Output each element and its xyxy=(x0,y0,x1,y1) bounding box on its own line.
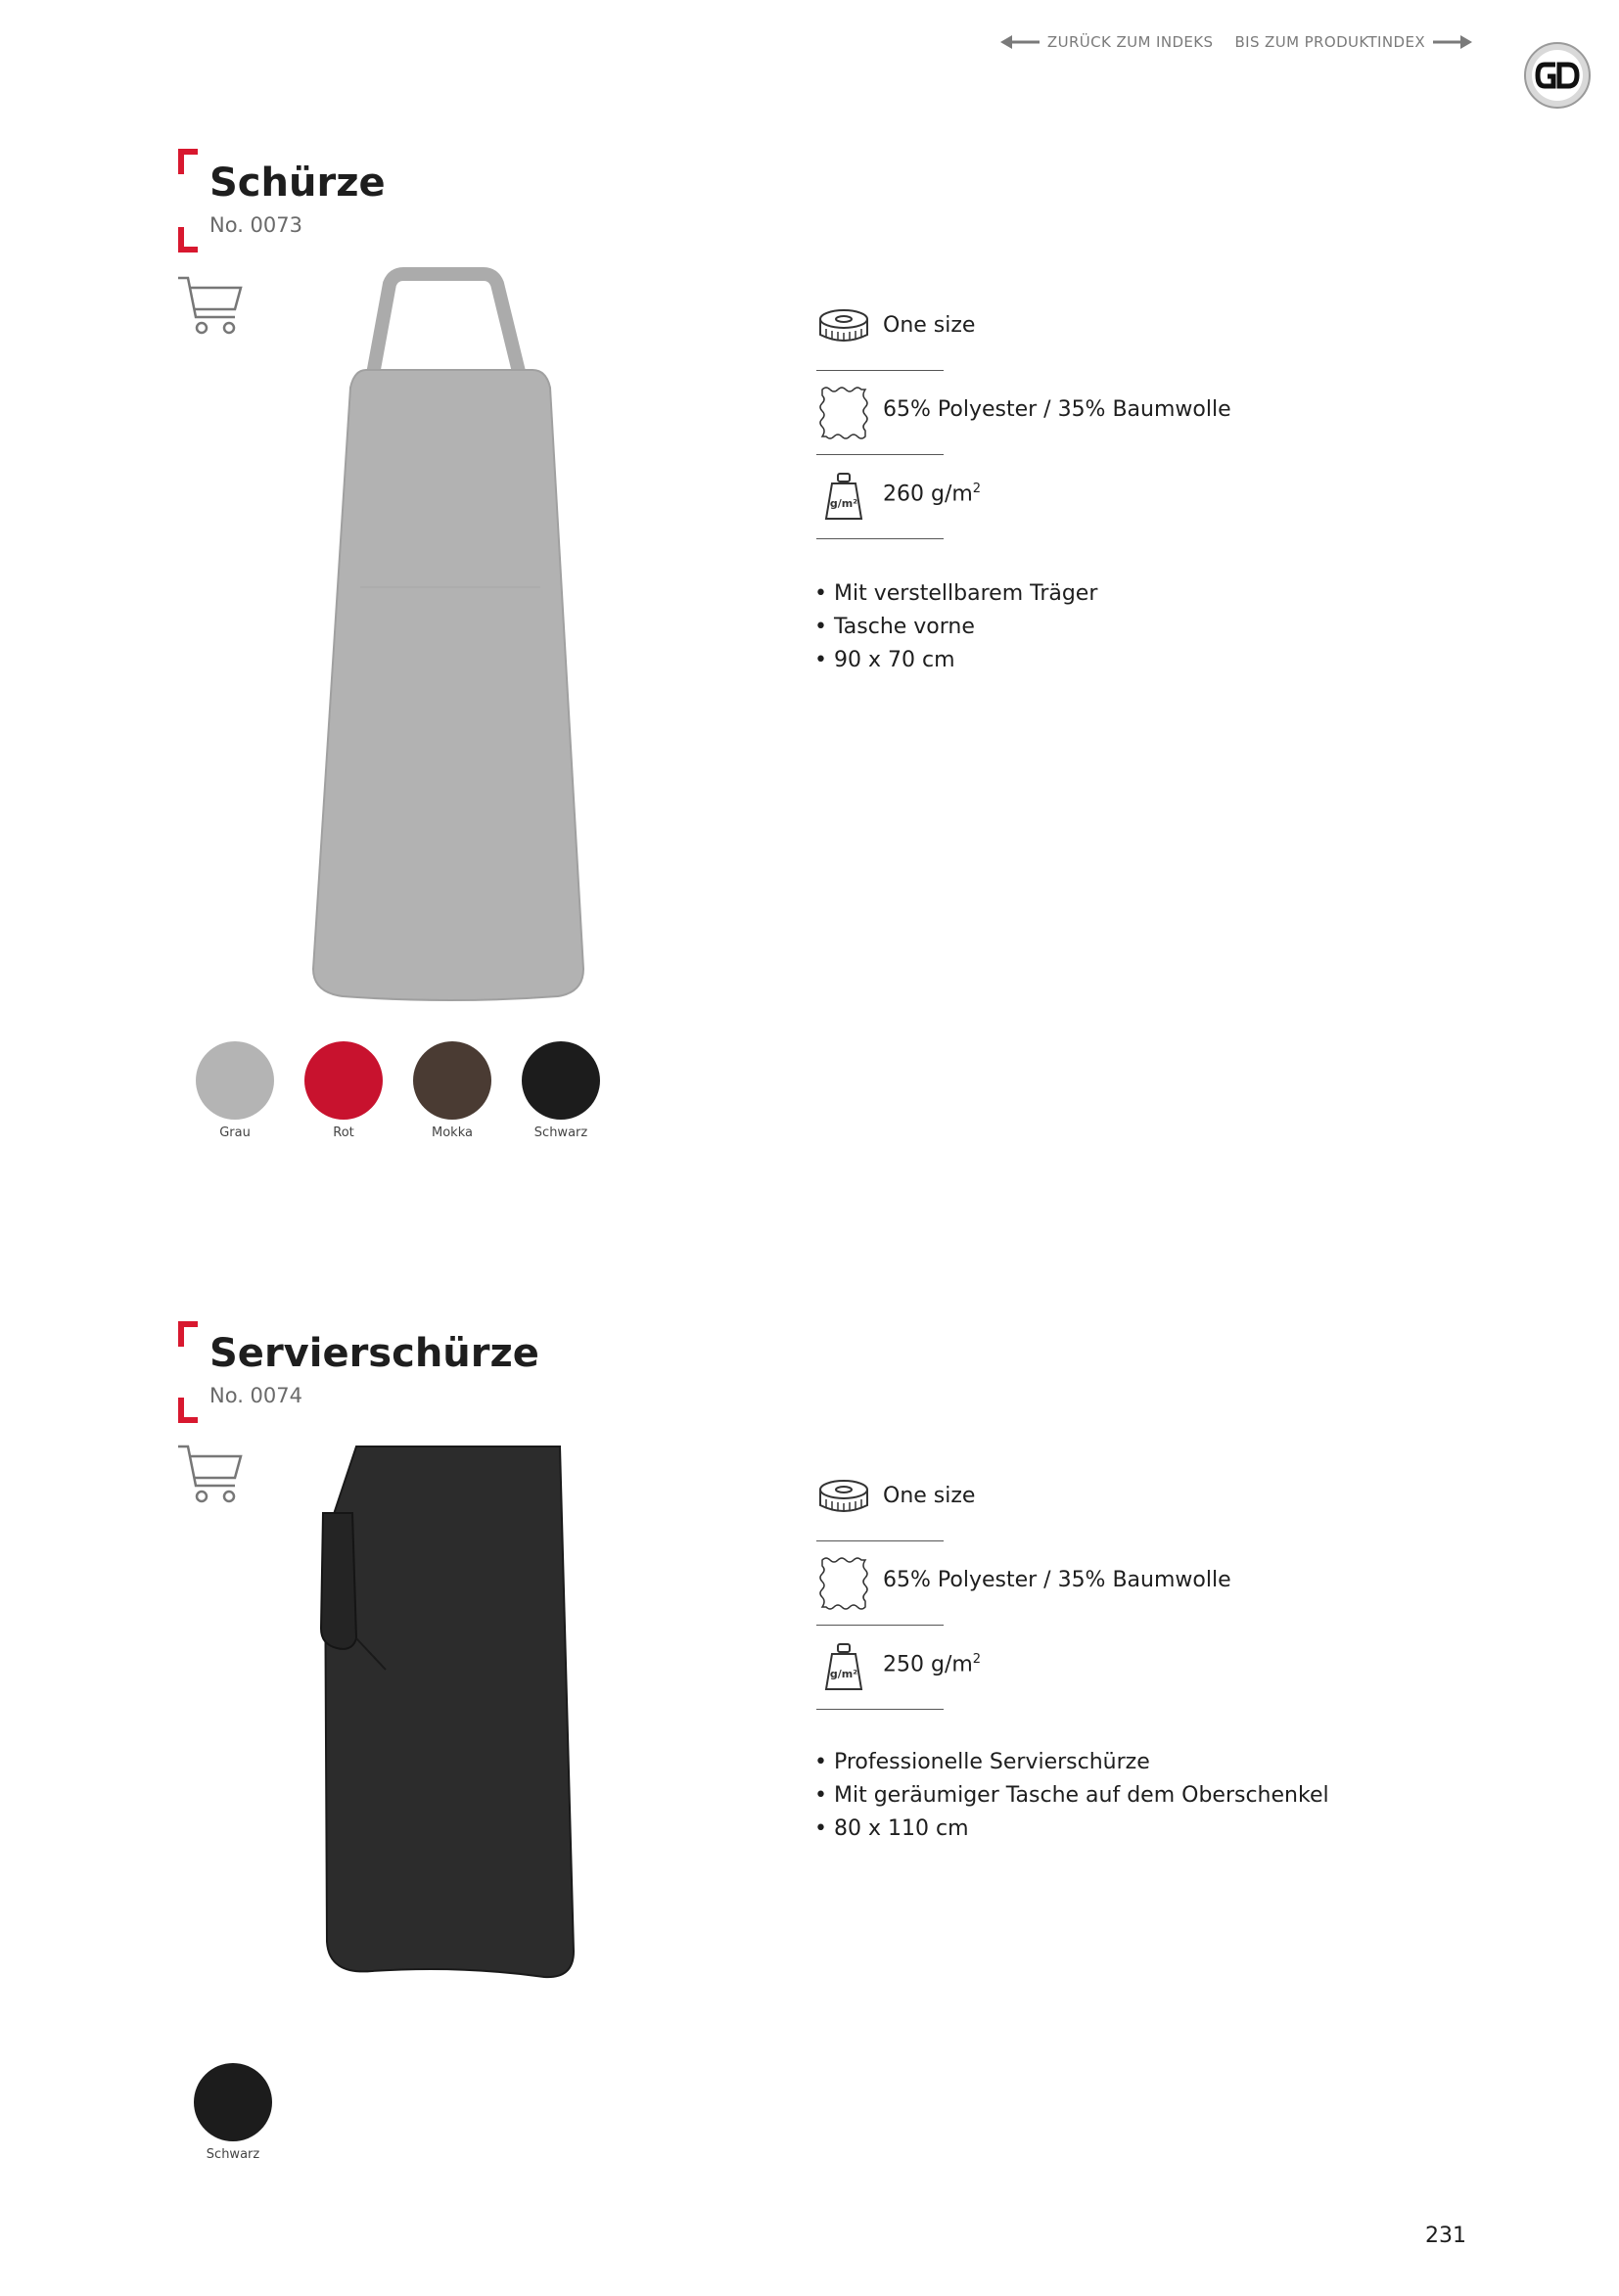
color-label: Rot xyxy=(333,1125,354,1140)
tape-measure-icon xyxy=(816,301,871,356)
feature-list xyxy=(814,577,1097,677)
spec-weight-value: 260 g/m xyxy=(883,482,973,507)
weight-icon-label: g/m² xyxy=(829,497,858,510)
divider xyxy=(816,454,944,455)
spec-material-text: 65% Polyester / 35% Baumwolle xyxy=(883,397,1231,422)
product-title: Servierschürze xyxy=(209,1331,539,1376)
shopping-cart-icon[interactable] xyxy=(176,1443,245,1507)
waist-apron-image xyxy=(313,1443,587,1991)
spec-size-text: One size xyxy=(883,1484,976,1508)
weight-icon xyxy=(816,470,871,525)
spec-size xyxy=(816,301,1325,356)
color-dot xyxy=(304,1041,383,1120)
color-label: Grau xyxy=(219,1125,251,1140)
color-swatch-grau[interactable] xyxy=(196,1041,274,1140)
feature-item: • 90 x 70 cm xyxy=(814,644,1097,677)
title-bracket-top xyxy=(178,149,198,174)
feature-item: • Mit verstellbarem Träger xyxy=(814,577,1097,611)
back-to-index-label: ZURÜCK ZUM INDEKS xyxy=(1046,33,1214,51)
divider xyxy=(816,538,944,539)
shopping-cart-icon[interactable] xyxy=(176,274,245,339)
feature-item: • Professionelle Servierschürze xyxy=(814,1746,1329,1779)
product-schuerze xyxy=(0,0,1619,1140)
feature-item: • 80 x 110 cm xyxy=(814,1813,1329,1846)
title-bracket-bottom xyxy=(178,1398,198,1423)
page-number: 231 xyxy=(1425,2224,1466,2248)
product-title: Schürze xyxy=(209,161,386,206)
divider xyxy=(816,1625,944,1626)
product-number: No. 0074 xyxy=(209,1384,302,1407)
spec-weight-exponent: 2 xyxy=(972,482,982,496)
spec-weight xyxy=(816,470,1325,525)
divider xyxy=(816,370,944,371)
spec-material xyxy=(816,1556,1325,1611)
color-swatch-mokka[interactable] xyxy=(413,1041,491,1140)
feature-item: • Mit geräumiger Tasche auf dem Oberschenkel xyxy=(814,1779,1329,1813)
color-dot xyxy=(413,1041,491,1120)
spec-weight-exponent: 2 xyxy=(972,1652,982,1667)
spec-weight-value: 250 g/m xyxy=(883,1652,973,1677)
spec-weight xyxy=(816,1640,1325,1695)
color-swatch-schwarz[interactable] xyxy=(194,2063,272,2162)
color-dot xyxy=(194,2063,272,2141)
tape-measure-icon xyxy=(816,1472,871,1527)
spec-weight-text xyxy=(883,1652,981,1676)
color-swatch-schwarz[interactable] xyxy=(522,1041,600,1140)
spec-material-text: 65% Polyester / 35% Baumwolle xyxy=(883,1568,1231,1592)
feature-item: • Tasche vorne xyxy=(814,611,1097,644)
color-label: Schwarz xyxy=(533,1125,588,1140)
spec-weight-text xyxy=(883,482,981,506)
product-servierschuerze xyxy=(0,1171,1619,2296)
weight-icon xyxy=(816,1640,871,1695)
color-dot xyxy=(522,1041,600,1120)
to-product-index-label: BIS ZUM PRODUKTINDEX xyxy=(1234,33,1425,51)
feature-list xyxy=(814,1746,1329,1846)
spec-size xyxy=(816,1472,1325,1527)
color-dot xyxy=(196,1041,274,1120)
color-label: Schwarz xyxy=(206,2147,260,2162)
divider xyxy=(816,1540,944,1541)
color-swatch-rot[interactable] xyxy=(304,1041,383,1140)
spec-material xyxy=(816,386,1325,440)
apron-image xyxy=(294,264,607,1008)
color-label: Mokka xyxy=(432,1125,473,1140)
fabric-icon xyxy=(816,1556,871,1611)
weight-icon-label: g/m² xyxy=(829,1668,858,1680)
spec-size-text: One size xyxy=(883,313,976,338)
product-number: No. 0073 xyxy=(209,213,302,237)
title-bracket-top xyxy=(178,1321,198,1347)
title-bracket-bottom xyxy=(178,227,198,253)
fabric-icon xyxy=(816,386,871,440)
divider xyxy=(816,1709,944,1710)
